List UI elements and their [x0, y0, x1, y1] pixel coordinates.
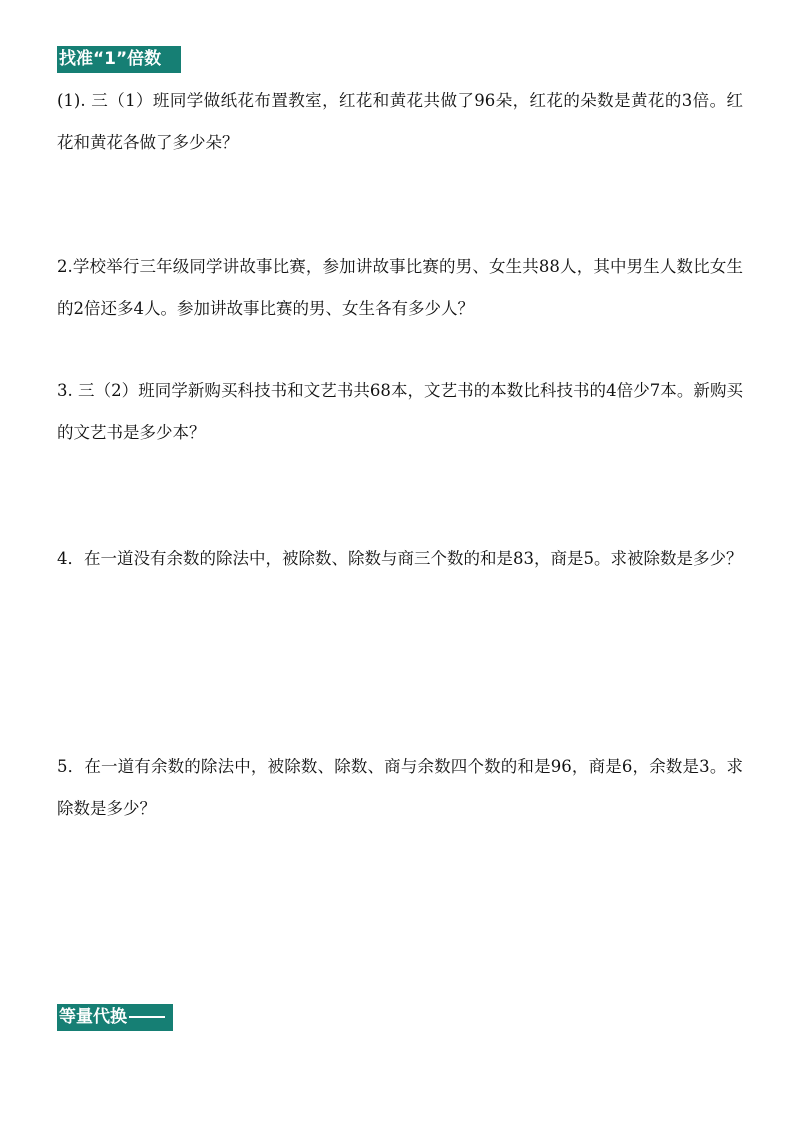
problem-5: 5．在一道有余数的除法中，被除数、除数、商与余数四个数的和是96，商是6，余数是3。求除数是多少？ [57, 757, 743, 818]
problem-4: 4．在一道没有余数的除法中，被除数、除数与商三个数的和是83，商是5。求被除数是多少？ [57, 549, 743, 568]
problem-2: 2.学校举行三年级同学讲故事比赛，参加讲故事比赛的男、女生共88人，其中男生人数比女生的2倍还多4人。参加讲故事比赛的男、女生各有多少人？ [57, 257, 743, 318]
section-header-substitution [57, 1004, 173, 1031]
header-dash-line [129, 1016, 165, 1018]
section-header-find-multiple [57, 46, 181, 73]
section-title: 找准“1”倍数 [59, 49, 162, 69]
problem-1: (1). 三（1）班同学做纸花布置教室，红花和黄花共做了96朵，红花的朵数是黄花的3倍。红花和黄花各做了多少朵？ [57, 91, 743, 152]
section-title: 等量代换 [59, 1007, 127, 1027]
problem-3: 3. 三（2）班同学新购买科技书和文艺书共68本，文艺书的本数比科技书的4倍少7本。新购买的文艺书是多少本？ [57, 381, 743, 442]
